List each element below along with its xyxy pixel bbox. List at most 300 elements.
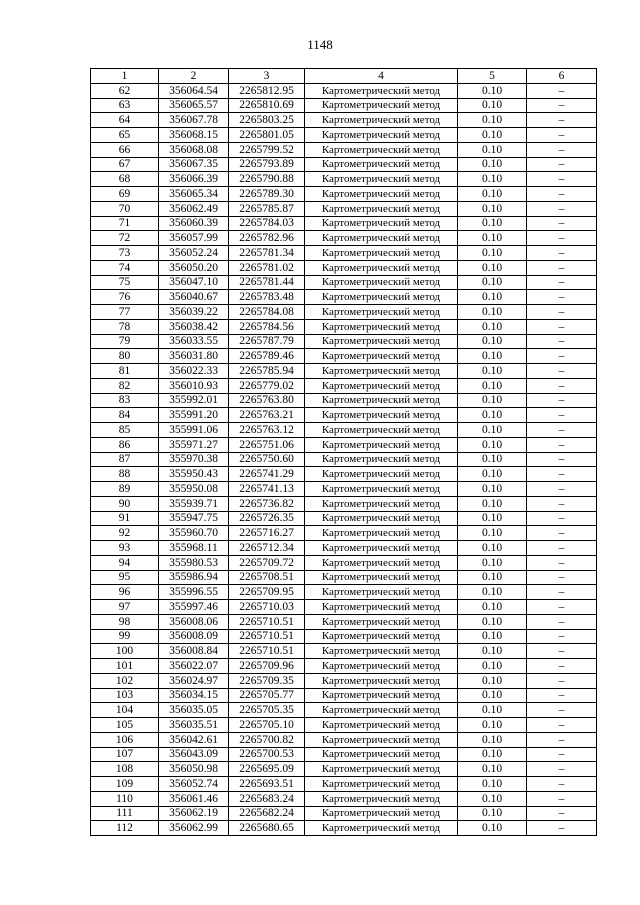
- table-row: [91, 319, 597, 334]
- method-cell: Картометрический метод: [305, 526, 458, 541]
- point-number-cell: 99: [91, 629, 159, 644]
- x-coordinate-cell: 356067.78: [159, 113, 229, 128]
- note-cell: –: [527, 703, 597, 718]
- table-row: [91, 378, 597, 393]
- x-coordinate-cell: 355968.11: [159, 541, 229, 556]
- x-coordinate-cell: 356022.07: [159, 659, 229, 674]
- accuracy-cell: 0.10: [458, 570, 527, 585]
- point-number-cell: 68: [91, 172, 159, 187]
- accuracy-cell: 0.10: [458, 349, 527, 364]
- y-coordinate-cell: 2265781.02: [229, 260, 305, 275]
- point-number-cell: 110: [91, 791, 159, 806]
- point-number-cell: 106: [91, 732, 159, 747]
- table-row: [91, 467, 597, 482]
- point-number-cell: 97: [91, 600, 159, 615]
- method-cell: Картометрический метод: [305, 260, 458, 275]
- accuracy-cell: 0.10: [458, 319, 527, 334]
- note-cell: –: [527, 393, 597, 408]
- x-coordinate-cell: 355997.46: [159, 600, 229, 615]
- y-coordinate-cell: 2265803.25: [229, 113, 305, 128]
- x-coordinate-cell: 356008.09: [159, 629, 229, 644]
- x-coordinate-cell: 356062.19: [159, 806, 229, 821]
- y-coordinate-cell: 2265680.65: [229, 821, 305, 836]
- point-number-cell: 69: [91, 187, 159, 202]
- y-coordinate-cell: 2265683.24: [229, 791, 305, 806]
- point-number-cell: 91: [91, 511, 159, 526]
- x-coordinate-cell: 356061.46: [159, 791, 229, 806]
- x-coordinate-cell: 355971.27: [159, 437, 229, 452]
- accuracy-cell: 0.10: [458, 83, 527, 98]
- accuracy-cell: 0.10: [458, 172, 527, 187]
- method-cell: Картометрический метод: [305, 275, 458, 290]
- note-cell: –: [527, 718, 597, 733]
- note-cell: –: [527, 142, 597, 157]
- x-coordinate-cell: 355950.43: [159, 467, 229, 482]
- point-number-cell: 108: [91, 762, 159, 777]
- x-coordinate-cell: 355986.94: [159, 570, 229, 585]
- method-cell: Картометрический метод: [305, 128, 458, 143]
- table-row: [91, 629, 597, 644]
- y-coordinate-cell: 2265799.52: [229, 142, 305, 157]
- x-coordinate-cell: 356040.67: [159, 290, 229, 305]
- y-coordinate-cell: 2265763.21: [229, 408, 305, 423]
- note-cell: –: [527, 423, 597, 438]
- x-coordinate-cell: 355950.08: [159, 482, 229, 497]
- point-number-cell: 79: [91, 334, 159, 349]
- x-coordinate-cell: 356067.35: [159, 157, 229, 172]
- point-number-cell: 75: [91, 275, 159, 290]
- note-cell: –: [527, 585, 597, 600]
- table-row: [91, 172, 597, 187]
- method-cell: Картометрический метод: [305, 806, 458, 821]
- accuracy-cell: 0.10: [458, 305, 527, 320]
- x-coordinate-cell: 356043.09: [159, 747, 229, 762]
- note-cell: –: [527, 777, 597, 792]
- table-row: [91, 526, 597, 541]
- point-number-cell: 87: [91, 452, 159, 467]
- y-coordinate-cell: 2265709.96: [229, 659, 305, 674]
- method-cell: Картометрический метод: [305, 747, 458, 762]
- x-coordinate-cell: 355996.55: [159, 585, 229, 600]
- note-cell: –: [527, 688, 597, 703]
- method-cell: Картометрический метод: [305, 585, 458, 600]
- x-coordinate-cell: 355960.70: [159, 526, 229, 541]
- accuracy-cell: 0.10: [458, 821, 527, 836]
- point-number-cell: 70: [91, 201, 159, 216]
- point-number-cell: 103: [91, 688, 159, 703]
- note-cell: –: [527, 496, 597, 511]
- y-coordinate-cell: 2265700.53: [229, 747, 305, 762]
- note-cell: –: [527, 806, 597, 821]
- accuracy-cell: 0.10: [458, 378, 527, 393]
- accuracy-cell: 0.10: [458, 452, 527, 467]
- note-cell: –: [527, 452, 597, 467]
- x-coordinate-cell: 356065.34: [159, 187, 229, 202]
- point-number-cell: 85: [91, 423, 159, 438]
- accuracy-cell: 0.10: [458, 142, 527, 157]
- method-cell: Картометрический метод: [305, 142, 458, 157]
- x-coordinate-cell: 356010.93: [159, 378, 229, 393]
- point-number-cell: 95: [91, 570, 159, 585]
- note-cell: –: [527, 511, 597, 526]
- method-cell: Картометрический метод: [305, 246, 458, 261]
- note-cell: –: [527, 762, 597, 777]
- table-row: [91, 187, 597, 202]
- note-cell: –: [527, 644, 597, 659]
- note-cell: –: [527, 408, 597, 423]
- table-row: [91, 659, 597, 674]
- point-number-cell: 111: [91, 806, 159, 821]
- y-coordinate-cell: 2265710.51: [229, 644, 305, 659]
- column-header: 5: [458, 69, 527, 84]
- y-coordinate-cell: 2265793.89: [229, 157, 305, 172]
- y-coordinate-cell: 2265710.03: [229, 600, 305, 615]
- column-header: 4: [305, 69, 458, 84]
- method-cell: Картометрический метод: [305, 762, 458, 777]
- accuracy-cell: 0.10: [458, 541, 527, 556]
- accuracy-cell: 0.10: [458, 246, 527, 261]
- point-number-cell: 89: [91, 482, 159, 497]
- y-coordinate-cell: 2265741.13: [229, 482, 305, 497]
- point-number-cell: 107: [91, 747, 159, 762]
- accuracy-cell: 0.10: [458, 98, 527, 113]
- point-number-cell: 112: [91, 821, 159, 836]
- y-coordinate-cell: 2265693.51: [229, 777, 305, 792]
- x-coordinate-cell: 356008.84: [159, 644, 229, 659]
- table-body: [91, 83, 597, 835]
- table-row: [91, 821, 597, 836]
- x-coordinate-cell: 356052.74: [159, 777, 229, 792]
- y-coordinate-cell: 2265781.34: [229, 246, 305, 261]
- y-coordinate-cell: 2265785.87: [229, 201, 305, 216]
- table-row: [91, 806, 597, 821]
- note-cell: –: [527, 732, 597, 747]
- note-cell: –: [527, 570, 597, 585]
- accuracy-cell: 0.10: [458, 408, 527, 423]
- accuracy-cell: 0.10: [458, 511, 527, 526]
- table-row: [91, 142, 597, 157]
- y-coordinate-cell: 2265789.30: [229, 187, 305, 202]
- accuracy-cell: 0.10: [458, 128, 527, 143]
- x-coordinate-cell: 356034.15: [159, 688, 229, 703]
- x-coordinate-cell: 356052.24: [159, 246, 229, 261]
- table-row: [91, 216, 597, 231]
- y-coordinate-cell: 2265736.82: [229, 496, 305, 511]
- table-row: [91, 644, 597, 659]
- note-cell: –: [527, 791, 597, 806]
- point-number-cell: 92: [91, 526, 159, 541]
- y-coordinate-cell: 2265700.82: [229, 732, 305, 747]
- note-cell: –: [527, 378, 597, 393]
- x-coordinate-cell: 355939.71: [159, 496, 229, 511]
- y-coordinate-cell: 2265712.34: [229, 541, 305, 556]
- point-number-cell: 88: [91, 467, 159, 482]
- y-coordinate-cell: 2265782.96: [229, 231, 305, 246]
- y-coordinate-cell: 2265784.03: [229, 216, 305, 231]
- table-row: [91, 246, 597, 261]
- accuracy-cell: 0.10: [458, 334, 527, 349]
- method-cell: Картометрический метод: [305, 201, 458, 216]
- method-cell: Картометрический метод: [305, 231, 458, 246]
- accuracy-cell: 0.10: [458, 555, 527, 570]
- y-coordinate-cell: 2265716.27: [229, 526, 305, 541]
- note-cell: –: [527, 216, 597, 231]
- accuracy-cell: 0.10: [458, 526, 527, 541]
- note-cell: –: [527, 526, 597, 541]
- column-header: 3: [229, 69, 305, 84]
- x-coordinate-cell: 355991.20: [159, 408, 229, 423]
- point-number-cell: 66: [91, 142, 159, 157]
- table-row: [91, 541, 597, 556]
- note-cell: –: [527, 614, 597, 629]
- method-cell: Картометрический метод: [305, 98, 458, 113]
- method-cell: Картометрический метод: [305, 408, 458, 423]
- note-cell: –: [527, 659, 597, 674]
- note-cell: –: [527, 113, 597, 128]
- method-cell: Картометрический метод: [305, 305, 458, 320]
- point-number-cell: 62: [91, 83, 159, 98]
- method-cell: Картометрический метод: [305, 349, 458, 364]
- method-cell: Картометрический метод: [305, 600, 458, 615]
- accuracy-cell: 0.10: [458, 585, 527, 600]
- accuracy-cell: 0.10: [458, 290, 527, 305]
- method-cell: Картометрический метод: [305, 216, 458, 231]
- table-row: [91, 673, 597, 688]
- table-row: [91, 305, 597, 320]
- method-cell: Картометрический метод: [305, 791, 458, 806]
- x-coordinate-cell: 356068.08: [159, 142, 229, 157]
- method-cell: Картометрический метод: [305, 732, 458, 747]
- note-cell: –: [527, 187, 597, 202]
- point-number-cell: 67: [91, 157, 159, 172]
- table-row: [91, 128, 597, 143]
- point-number-cell: 83: [91, 393, 159, 408]
- x-coordinate-cell: 356038.42: [159, 319, 229, 334]
- method-cell: Картометрический метод: [305, 452, 458, 467]
- column-header: 2: [159, 69, 229, 84]
- method-cell: Картометрический метод: [305, 673, 458, 688]
- y-coordinate-cell: 2265705.35: [229, 703, 305, 718]
- table-row: [91, 364, 597, 379]
- method-cell: Картометрический метод: [305, 496, 458, 511]
- point-number-cell: 94: [91, 555, 159, 570]
- y-coordinate-cell: 2265709.35: [229, 673, 305, 688]
- method-cell: Картометрический метод: [305, 437, 458, 452]
- table-row: [91, 231, 597, 246]
- table-row: [91, 732, 597, 747]
- point-number-cell: 64: [91, 113, 159, 128]
- method-cell: Картометрический метод: [305, 423, 458, 438]
- table-row: [91, 437, 597, 452]
- method-cell: Картометрический метод: [305, 541, 458, 556]
- table-row: [91, 275, 597, 290]
- point-number-cell: 109: [91, 777, 159, 792]
- table-row: [91, 777, 597, 792]
- y-coordinate-cell: 2265695.09: [229, 762, 305, 777]
- y-coordinate-cell: 2265741.29: [229, 467, 305, 482]
- x-coordinate-cell: 356033.55: [159, 334, 229, 349]
- y-coordinate-cell: 2265763.80: [229, 393, 305, 408]
- accuracy-cell: 0.10: [458, 364, 527, 379]
- y-coordinate-cell: 2265710.51: [229, 614, 305, 629]
- table-row: [91, 452, 597, 467]
- table-row: [91, 718, 597, 733]
- accuracy-cell: 0.10: [458, 496, 527, 511]
- table-row: [91, 113, 597, 128]
- x-coordinate-cell: 356062.99: [159, 821, 229, 836]
- note-cell: –: [527, 555, 597, 570]
- table-row: [91, 423, 597, 438]
- accuracy-cell: 0.10: [458, 187, 527, 202]
- table-header-row: [91, 69, 597, 84]
- x-coordinate-cell: 356064.54: [159, 83, 229, 98]
- note-cell: –: [527, 231, 597, 246]
- note-cell: –: [527, 319, 597, 334]
- point-number-cell: 74: [91, 260, 159, 275]
- point-number-cell: 78: [91, 319, 159, 334]
- point-number-cell: 105: [91, 718, 159, 733]
- y-coordinate-cell: 2265781.44: [229, 275, 305, 290]
- x-coordinate-cell: 356050.98: [159, 762, 229, 777]
- accuracy-cell: 0.10: [458, 157, 527, 172]
- y-coordinate-cell: 2265705.10: [229, 718, 305, 733]
- table-row: [91, 762, 597, 777]
- point-number-cell: 63: [91, 98, 159, 113]
- accuracy-cell: 0.10: [458, 791, 527, 806]
- table-row: [91, 703, 597, 718]
- table-row: [91, 260, 597, 275]
- table-row: [91, 98, 597, 113]
- note-cell: –: [527, 172, 597, 187]
- point-number-cell: 65: [91, 128, 159, 143]
- table-row: [91, 334, 597, 349]
- point-number-cell: 73: [91, 246, 159, 261]
- x-coordinate-cell: 356066.39: [159, 172, 229, 187]
- y-coordinate-cell: 2265708.51: [229, 570, 305, 585]
- note-cell: –: [527, 482, 597, 497]
- table-row: [91, 290, 597, 305]
- note-cell: –: [527, 629, 597, 644]
- table-row: [91, 201, 597, 216]
- point-number-cell: 71: [91, 216, 159, 231]
- point-number-cell: 102: [91, 673, 159, 688]
- table-row: [91, 157, 597, 172]
- accuracy-cell: 0.10: [458, 600, 527, 615]
- note-cell: –: [527, 305, 597, 320]
- point-number-cell: 76: [91, 290, 159, 305]
- point-number-cell: 82: [91, 378, 159, 393]
- note-cell: –: [527, 673, 597, 688]
- note-cell: –: [527, 600, 597, 615]
- accuracy-cell: 0.10: [458, 747, 527, 762]
- x-coordinate-cell: 356039.22: [159, 305, 229, 320]
- x-coordinate-cell: 356057.99: [159, 231, 229, 246]
- x-coordinate-cell: 356060.39: [159, 216, 229, 231]
- y-coordinate-cell: 2265790.88: [229, 172, 305, 187]
- accuracy-cell: 0.10: [458, 231, 527, 246]
- x-coordinate-cell: 356065.57: [159, 98, 229, 113]
- accuracy-cell: 0.10: [458, 113, 527, 128]
- accuracy-cell: 0.10: [458, 688, 527, 703]
- method-cell: Картометрический метод: [305, 172, 458, 187]
- y-coordinate-cell: 2265709.95: [229, 585, 305, 600]
- table-row: [91, 349, 597, 364]
- accuracy-cell: 0.10: [458, 762, 527, 777]
- y-coordinate-cell: 2265784.08: [229, 305, 305, 320]
- y-coordinate-cell: 2265710.51: [229, 629, 305, 644]
- accuracy-cell: 0.10: [458, 393, 527, 408]
- table-row: [91, 585, 597, 600]
- y-coordinate-cell: 2265751.06: [229, 437, 305, 452]
- method-cell: Картометрический метод: [305, 718, 458, 733]
- table-row: [91, 614, 597, 629]
- point-number-cell: 96: [91, 585, 159, 600]
- page-number: 1148: [307, 37, 333, 52]
- method-cell: Картометрический метод: [305, 570, 458, 585]
- method-cell: Картометрический метод: [305, 290, 458, 305]
- method-cell: Картометрический метод: [305, 393, 458, 408]
- note-cell: –: [527, 541, 597, 556]
- method-cell: Картометрический метод: [305, 821, 458, 836]
- table-row: [91, 482, 597, 497]
- note-cell: –: [527, 201, 597, 216]
- accuracy-cell: 0.10: [458, 437, 527, 452]
- point-number-cell: 100: [91, 644, 159, 659]
- x-coordinate-cell: 356024.97: [159, 673, 229, 688]
- accuracy-cell: 0.10: [458, 673, 527, 688]
- table-row: [91, 511, 597, 526]
- note-cell: –: [527, 128, 597, 143]
- point-number-cell: 104: [91, 703, 159, 718]
- note-cell: –: [527, 747, 597, 762]
- x-coordinate-cell: 356062.49: [159, 201, 229, 216]
- table-row: [91, 600, 597, 615]
- x-coordinate-cell: 356031.80: [159, 349, 229, 364]
- y-coordinate-cell: 2265789.46: [229, 349, 305, 364]
- y-coordinate-cell: 2265812.95: [229, 83, 305, 98]
- method-cell: Картометрический метод: [305, 482, 458, 497]
- note-cell: –: [527, 157, 597, 172]
- point-number-cell: 77: [91, 305, 159, 320]
- y-coordinate-cell: 2265787.79: [229, 334, 305, 349]
- point-number-cell: 72: [91, 231, 159, 246]
- note-cell: –: [527, 83, 597, 98]
- note-cell: –: [527, 467, 597, 482]
- point-number-cell: 90: [91, 496, 159, 511]
- note-cell: –: [527, 821, 597, 836]
- accuracy-cell: 0.10: [458, 644, 527, 659]
- x-coordinate-cell: 356022.33: [159, 364, 229, 379]
- method-cell: Картометрический метод: [305, 703, 458, 718]
- accuracy-cell: 0.10: [458, 732, 527, 747]
- note-cell: –: [527, 246, 597, 261]
- x-coordinate-cell: 355992.01: [159, 393, 229, 408]
- y-coordinate-cell: 2265763.12: [229, 423, 305, 438]
- point-number-cell: 81: [91, 364, 159, 379]
- accuracy-cell: 0.10: [458, 423, 527, 438]
- note-cell: –: [527, 275, 597, 290]
- accuracy-cell: 0.10: [458, 482, 527, 497]
- x-coordinate-cell: 356050.20: [159, 260, 229, 275]
- accuracy-cell: 0.10: [458, 806, 527, 821]
- method-cell: Картометрический метод: [305, 629, 458, 644]
- accuracy-cell: 0.10: [458, 614, 527, 629]
- point-number-cell: 93: [91, 541, 159, 556]
- point-number-cell: 80: [91, 349, 159, 364]
- accuracy-cell: 0.10: [458, 777, 527, 792]
- note-cell: –: [527, 364, 597, 379]
- table-row: [91, 555, 597, 570]
